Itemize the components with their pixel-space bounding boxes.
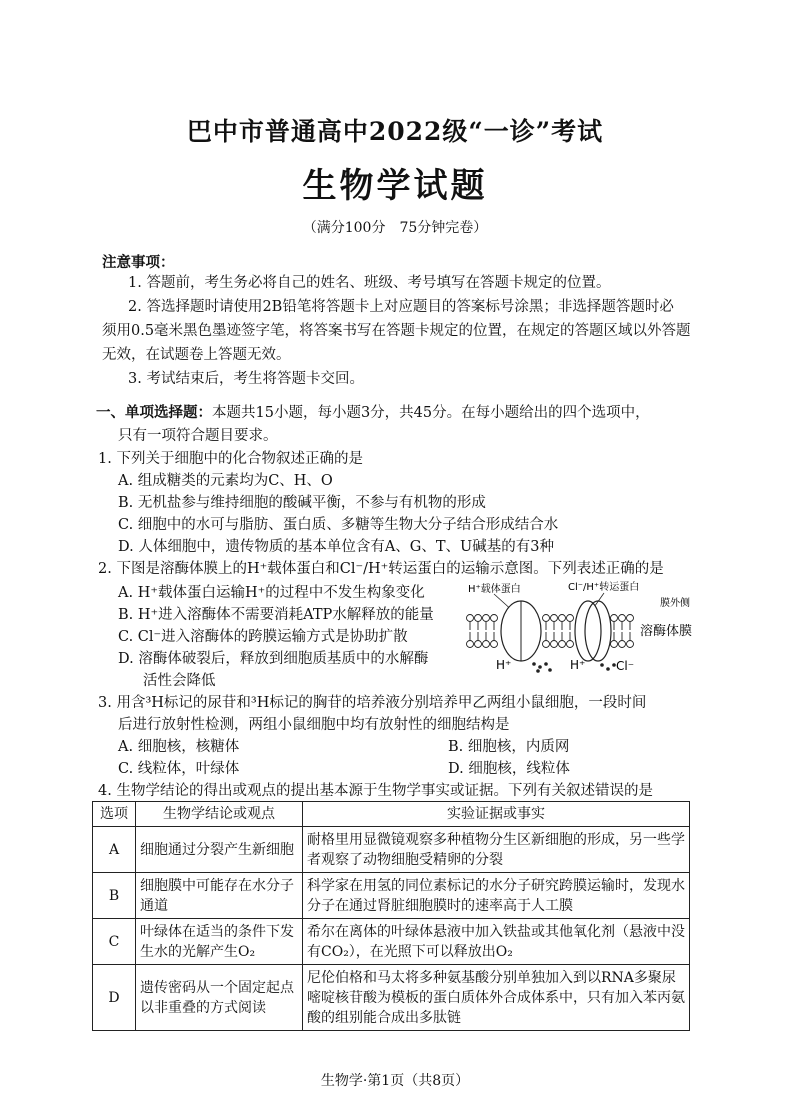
note-item: 3. 考试结束后，考生将答题卡交回。 xyxy=(128,371,364,387)
note-item: 须用0.5毫米黑色墨迹签字笔，将答案书写在答题卡规定的位置，在规定的答题区域以外答题 xyxy=(102,323,691,339)
table-header-conclusion: 生物学结论或观点 xyxy=(136,802,303,827)
table-header-option: 选项 xyxy=(93,802,136,827)
question-1-stem: 1. 下列关于细胞中的化合物叙述正确的是 xyxy=(98,451,363,467)
question-2-option-c: C. Cl⁻进入溶酶体的跨膜运输方式是协助扩散 xyxy=(118,629,408,645)
table-row xyxy=(93,965,690,1031)
diagram-label-cl: Cl⁻ xyxy=(616,659,635,673)
notes-heading: 注意事项： xyxy=(102,255,175,271)
table-cell-evidence: 科学家在用氢的同位素标记的水分子研究跨膜运输时，发现水分子在通过肾脏细胞膜时的速率高于人工膜 xyxy=(303,873,690,919)
question-3-stem-2: 后进行放射性检测，两组小鼠细胞中均有放射性的细胞结构是 xyxy=(118,717,510,733)
table-header-row xyxy=(93,802,690,827)
diagram-label-cl-transporter: Cl⁻/H⁺转运蛋白 xyxy=(568,582,640,593)
diagram-label-h-carrier: H⁺载体蛋白 xyxy=(468,584,521,595)
table-cell-conclusion: 叶绿体在适当的条件下发生水的光解产生O₂ xyxy=(136,919,303,965)
phospholipid-bilayer xyxy=(467,615,634,648)
question-1-option-c: C. 细胞中的水可与脂肪、蛋白质、多糖等生物大分子结合形成结合水 xyxy=(118,517,559,533)
exam-subtitle: （满分100分 75分钟完卷） xyxy=(302,220,488,236)
diagram-label-h-left: H⁺ xyxy=(496,658,512,672)
question-2-option-d-cont: 活性会降低 xyxy=(143,673,216,689)
table-cell-option: D xyxy=(93,965,136,1031)
section-desc: 本题共15小题，每小题3分，共45分。在每小题给出的四个选项中， xyxy=(212,405,650,421)
question-3-option-a: A. 细胞核，核糖体 xyxy=(118,739,240,755)
page-footer: 生物学·第1页（共8页） xyxy=(320,1073,470,1089)
table-row xyxy=(93,827,690,873)
table-cell-option: C xyxy=(93,919,136,965)
question-4-stem: 4. 生物学结论的得出或观点的提出基本源于生物学事实或证据。下列有关叙述错误的是 xyxy=(98,783,653,799)
table-row xyxy=(93,919,690,965)
question-3-option-c: C. 线粒体，叶绿体 xyxy=(118,761,240,777)
table-cell-evidence: 尼伦伯格和马太将多种氨基酸分别单独加入到以RNA多聚尿嘧啶核苷酸为模板的蛋白质体外合成体系中，只有加入苯丙氨酸的组别能合成出多肽链 xyxy=(303,965,690,1031)
note-item: 2. 答选择题时请使用2B铅笔将答题卡上对应题目的答案标号涂黑；非选择题答题时必 xyxy=(128,299,674,315)
question-4-table xyxy=(92,801,690,1031)
question-2-stem: 2. 下图是溶酶体膜上的H⁺载体蛋白和Cl⁻/H⁺转运蛋白的运输示意图。下列表述正确的是 xyxy=(98,561,664,577)
note-item: 1. 答题前，考生务必将自己的姓名、班级、考号填写在答题卡规定的位置。 xyxy=(128,275,611,291)
table-row xyxy=(93,873,690,919)
exam-title: 巴中市普通高中2022级“一诊”考试 xyxy=(186,117,604,146)
question-1-option-b: B. 无机盐参与维持细胞的酸碱平衡，不参与有机物的形成 xyxy=(118,495,486,511)
question-3-option-d: D. 细胞核，线粒体 xyxy=(448,761,570,777)
diagram-label-h-right: H⁺ xyxy=(570,658,586,672)
question-3-stem-1: 3. 用含³H标记的尿苷和³H标记的胸苷的培养液分别培养甲乙两组小鼠细胞，一段时间 xyxy=(98,695,647,711)
table-cell-option: B xyxy=(93,873,136,919)
diagram-label-outside: 膜外侧 xyxy=(660,598,690,609)
table-header-evidence: 实验证据或事实 xyxy=(303,802,690,827)
section-heading: 一、单项选择题： xyxy=(96,405,212,421)
question-1-option-a: A. 组成糖类的元素均为C、H、O xyxy=(118,473,333,489)
table-cell-conclusion: 遗传密码从一个固定起点以非重叠的方式阅读 xyxy=(136,965,303,1031)
table-cell-option: A xyxy=(93,827,136,873)
lysosome-membrane-diagram xyxy=(464,580,724,675)
question-1-option-d: D. 人体细胞中，遗传物质的基本单位含有A、G、T、U碱基的有3种 xyxy=(118,539,554,555)
subject-title: 生物学试题 xyxy=(302,166,488,206)
diagram-label-membrane: 溶酶体膜 xyxy=(640,624,693,639)
section-heading-line xyxy=(96,403,650,423)
cl-h-transporter-shape xyxy=(575,601,601,661)
question-2-option-a: A. H⁺载体蛋白运输H⁺的过程中不发生构象变化 xyxy=(118,585,425,601)
question-2-option-b: B. H⁺进入溶酶体不需要消耗ATP水解释放的能量 xyxy=(118,607,434,623)
section-desc-2: 只有一项符合题目要求。 xyxy=(118,428,278,444)
note-item: 无效，在试题卷上答题无效。 xyxy=(102,347,291,363)
question-2-option-d: D. 溶酶体破裂后，释放到细胞质基质中的水解酶 xyxy=(118,651,429,667)
table-cell-evidence: 耐格里用显微镜观察多种植物分生区新细胞的形成，另一些学者观察了动物细胞受精卵的分裂 xyxy=(303,827,690,873)
table-cell-evidence: 希尔在离体的叶绿体悬液中加入铁盐或其他氧化剂（悬液中没有CO₂），在光照下可以释放出O₂ xyxy=(303,919,690,965)
table-cell-conclusion: 细胞通过分裂产生新细胞 xyxy=(136,827,303,873)
table-cell-conclusion: 细胞膜中可能存在水分子通道 xyxy=(136,873,303,919)
question-3-option-b: B. 细胞核，内质网 xyxy=(448,739,570,755)
